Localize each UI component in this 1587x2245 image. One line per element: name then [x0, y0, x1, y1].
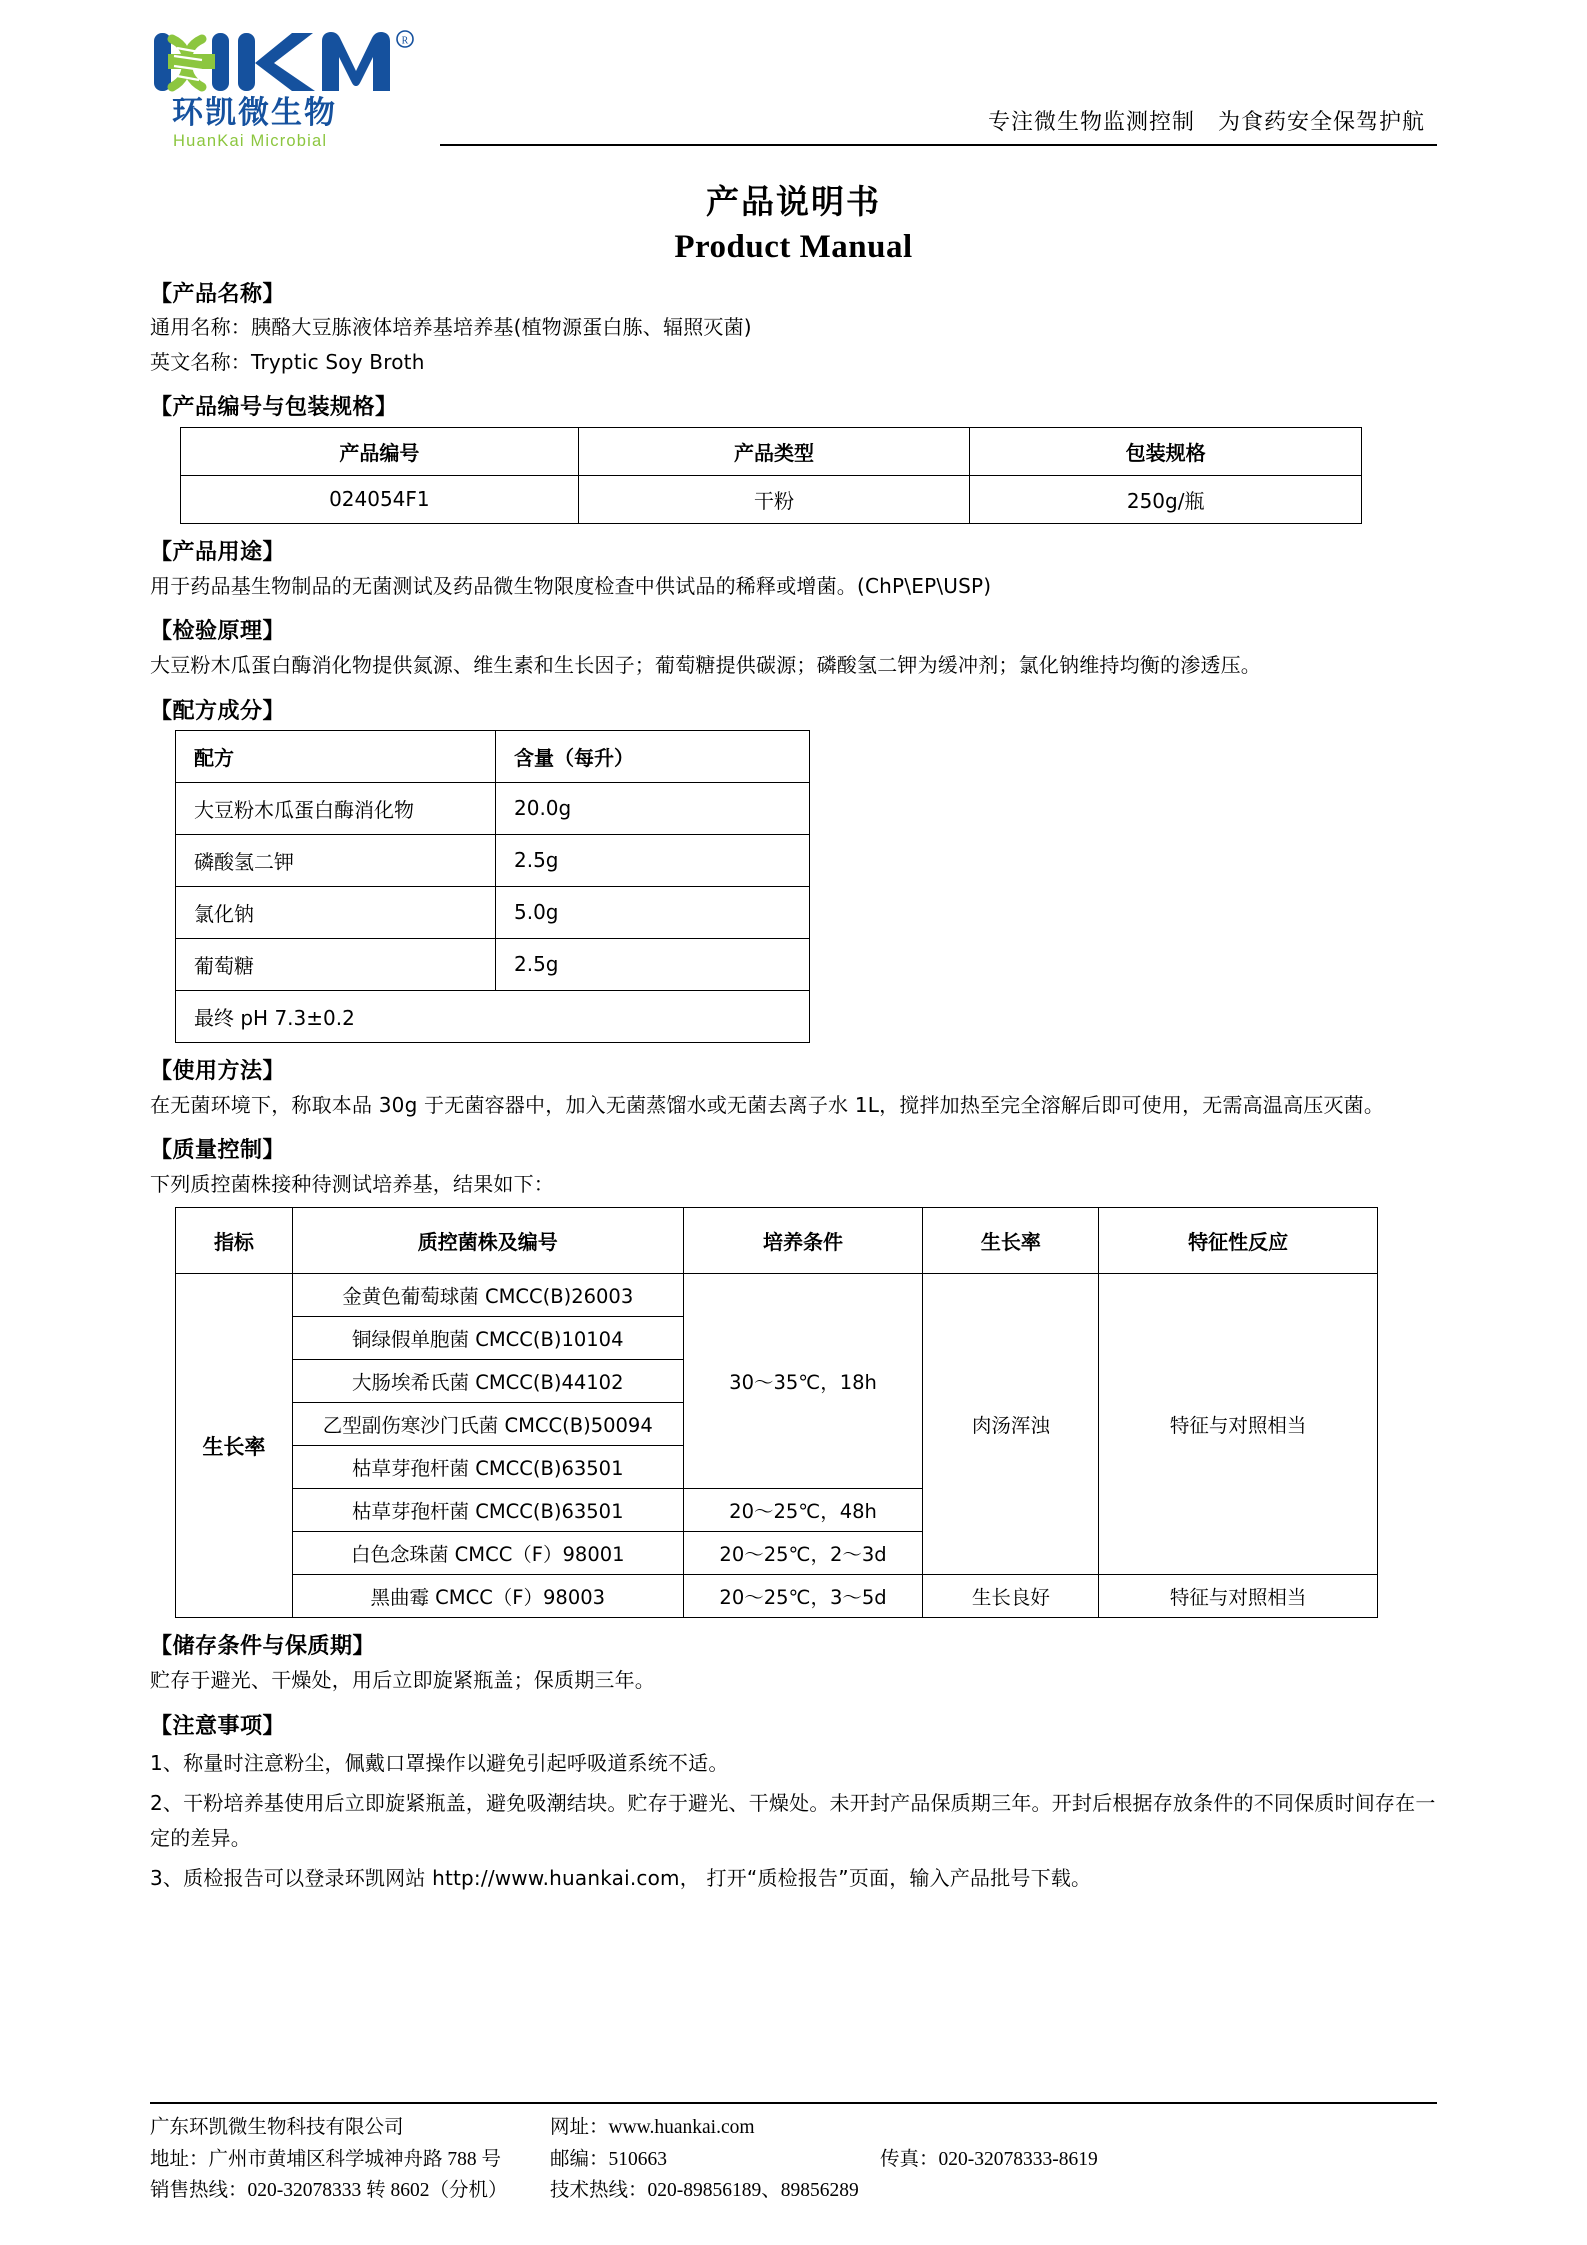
product-common-name-value: 胰酪大豆胨液体培养基培养基(植物源蛋白胨、辐照灭菌): [251, 315, 752, 339]
qc-strain-5: 枯草芽孢杆菌 CMCC(B)63501: [292, 1489, 683, 1532]
page-footer: [150, 2102, 1437, 2207]
formula-amount-0: 20.0g: [496, 782, 810, 834]
section-heading-principle: 【检验原理】: [150, 619, 286, 645]
purpose-text: 用于药品基生物制品的无菌测试及药品微生物限度检查中供试品的稀释或增菌。(ChP\EP\USP): [150, 573, 992, 598]
section-heading-notes: 【注意事项】: [150, 1713, 286, 1739]
qc-strain-0: 金黄色葡萄球菌 CMCC(B)26003: [292, 1274, 683, 1317]
method-text: 在无菌环境下，称取本品 30g 于无菌容器中，加入无菌蒸馏水或无菌去离子水 1L，搅拌加热至完全溶解后即可使用，无需高温高压灭菌。: [150, 1092, 1385, 1117]
qc-col-reaction: 特征性反应: [1099, 1208, 1378, 1274]
formula-amount-3: 2.5g: [496, 938, 810, 990]
spec-col-product-code: 产品编号: [181, 427, 579, 475]
header-tagline-wrap: [440, 105, 1437, 150]
formula-ph-note: 最终 pH 7.3±0.2: [176, 990, 810, 1042]
spec-table-header-row: [181, 427, 1362, 475]
section-heading-storage: 【储存条件与保质期】: [150, 1634, 376, 1660]
header-tagline: 专注微生物监测控制 为食药安全保驾护航: [987, 110, 1425, 135]
product-english-name-row: [150, 346, 1437, 378]
hkm-logo-icon: [150, 29, 440, 95]
footer-tech-hotline: 技术热线：020-89856189、89856289: [550, 2180, 859, 2202]
qc-condition-2: 20～25℃，48h: [683, 1489, 923, 1532]
formula-name-1: 磷酸氢二钾: [176, 834, 496, 886]
hkm-wordmark-icon: [150, 29, 420, 95]
logo-name-cn: 环凯微生物: [172, 94, 337, 131]
section-heading-product-name: 【产品名称】: [150, 282, 286, 307]
section-heading-purpose: 【产品用途】: [150, 539, 286, 565]
formula-amount-2: 5.0g: [496, 886, 810, 938]
qc-strain-3: 乙型副伤寒沙门氏菌 CMCC(B)50094: [292, 1403, 683, 1446]
formula-name-3: 葡萄糖: [176, 938, 496, 990]
footer-sales-hotline: 销售热线：020-32078333 转 8602（分机）: [150, 2180, 508, 2202]
footer-fax: 传真：020-32078333-8619: [880, 2148, 1098, 2170]
spec-value-product-code: 024054F1: [181, 475, 579, 523]
footer-divider: [150, 2102, 1437, 2104]
table-row: [181, 475, 1362, 523]
table-row: [176, 1575, 1378, 1618]
table-row: [176, 990, 810, 1042]
formula-col-amount: 含量（每升）: [496, 730, 810, 782]
spec-table: [180, 427, 1362, 524]
qc-reaction-1: 特征与对照相当: [1099, 1274, 1378, 1575]
qc-growth-1: 肉汤浑浊: [923, 1274, 1099, 1575]
section-heading-spec: 【产品编号与包装规格】: [150, 394, 398, 420]
footer-address: 地址：广州市黄埔区科学城神舟路 788 号: [150, 2148, 502, 2170]
table-row: [176, 886, 810, 938]
qc-col-condition: 培养条件: [683, 1208, 923, 1274]
header-divider: [440, 144, 1437, 146]
table-row: [176, 782, 810, 834]
section-heading-method: 【使用方法】: [150, 1058, 286, 1084]
footer-website: 网址：www.huankai.com: [550, 2117, 755, 2139]
footer-contact-grid: [150, 2112, 1437, 2207]
qc-strain-2: 大肠埃希氏菌 CMCC(B)44102: [292, 1360, 683, 1403]
section-heading-quality-control: 【质量控制】: [150, 1137, 286, 1163]
qc-col-strain: 质控菌株及编号: [292, 1208, 683, 1274]
formula-col-name: 配方: [176, 730, 496, 782]
qc-condition-1: 30～35℃，18h: [683, 1274, 923, 1489]
svg-text:R: R: [401, 35, 409, 47]
spec-col-package: 包装规格: [970, 427, 1362, 475]
qc-indicator-value: 生长率: [176, 1274, 293, 1618]
table-row: [176, 834, 810, 886]
spec-value-package: 250g/瓶: [970, 475, 1362, 523]
quality-control-intro: 下列质控菌株接种待测试培养基，结果如下：: [150, 1171, 554, 1196]
product-common-name-row: [150, 311, 1437, 343]
formula-name-2: 氯化钠: [176, 886, 496, 938]
qc-strain-7: 黑曲霉 CMCC（F）98003: [292, 1575, 683, 1618]
formula-table-header-row: [176, 730, 810, 782]
table-row: [176, 938, 810, 990]
qc-condition-3: 20～25℃，2～3d: [683, 1532, 923, 1575]
qc-strain-1: 铜绿假单胞菌 CMCC(B)10104: [292, 1317, 683, 1360]
formula-amount-1: 2.5g: [496, 834, 810, 886]
product-english-name-value: Tryptic Soy Broth: [251, 350, 425, 375]
table-row: [176, 1274, 1378, 1317]
qc-strain-4: 枯草芽孢杆菌 CMCC(B)63501: [292, 1446, 683, 1489]
company-logo: [150, 29, 440, 150]
qc-table-header-row: [176, 1208, 1378, 1274]
note-item-2: 2、干粉培养基使用后立即旋紧瓶盖，避免吸潮结块。贮存于避光、干燥处。未开封产品保质期三年。开封后根据存放条件的不同保质时间存在一定的差异。: [150, 1791, 1436, 1850]
spec-value-product-type: 干粉: [578, 475, 970, 523]
qc-growth-2: 生长良好: [923, 1575, 1099, 1618]
logo-name-en: HuanKai Microbial: [173, 131, 328, 150]
page-title-en: Product Manual: [674, 229, 913, 265]
product-common-name-label: 通用名称：: [150, 315, 251, 339]
qc-col-indicator: 指标: [176, 1208, 293, 1274]
page-header: [150, 0, 1437, 150]
product-english-name-label: 英文名称：: [150, 350, 251, 375]
footer-company: 广东环凯微生物科技有限公司: [150, 2117, 404, 2139]
qc-strain-6: 白色念珠菌 CMCC（F）98001: [292, 1532, 683, 1575]
quality-control-table: [175, 1207, 1378, 1618]
qc-condition-4: 20～25℃，3～5d: [683, 1575, 923, 1618]
principle-text: 大豆粉木瓜蛋白酶消化物提供氮源、维生素和生长因子；葡萄糖提供碳源；磷酸氢二钾为缓冲剂；氯化钠维持均衡的渗透压。: [150, 653, 1261, 678]
section-heading-formula: 【配方成分】: [150, 698, 286, 724]
note-item-3: 3、质检报告可以登录环凯网站 http://www.huankai.com， 打开“质检报告”页面，输入产品批号下载。: [150, 1865, 1092, 1890]
formula-name-0: 大豆粉木瓜蛋白酶消化物: [176, 782, 496, 834]
qc-reaction-2: 特征与对照相当: [1099, 1575, 1378, 1618]
note-item-1: 1、称量时注意粉尘，佩戴口罩操作以避免引起呼吸道系统不适。: [150, 1750, 729, 1775]
footer-postcode: 邮编：510663: [550, 2148, 668, 2170]
formula-table: [175, 730, 810, 1043]
spec-col-product-type: 产品类型: [578, 427, 970, 475]
page-title-cn: 产品说明书: [706, 182, 881, 221]
qc-col-growth: 生长率: [923, 1208, 1099, 1274]
storage-text: 贮存于避光、干燥处，用后立即旋紧瓶盖；保质期三年。: [150, 1668, 655, 1693]
